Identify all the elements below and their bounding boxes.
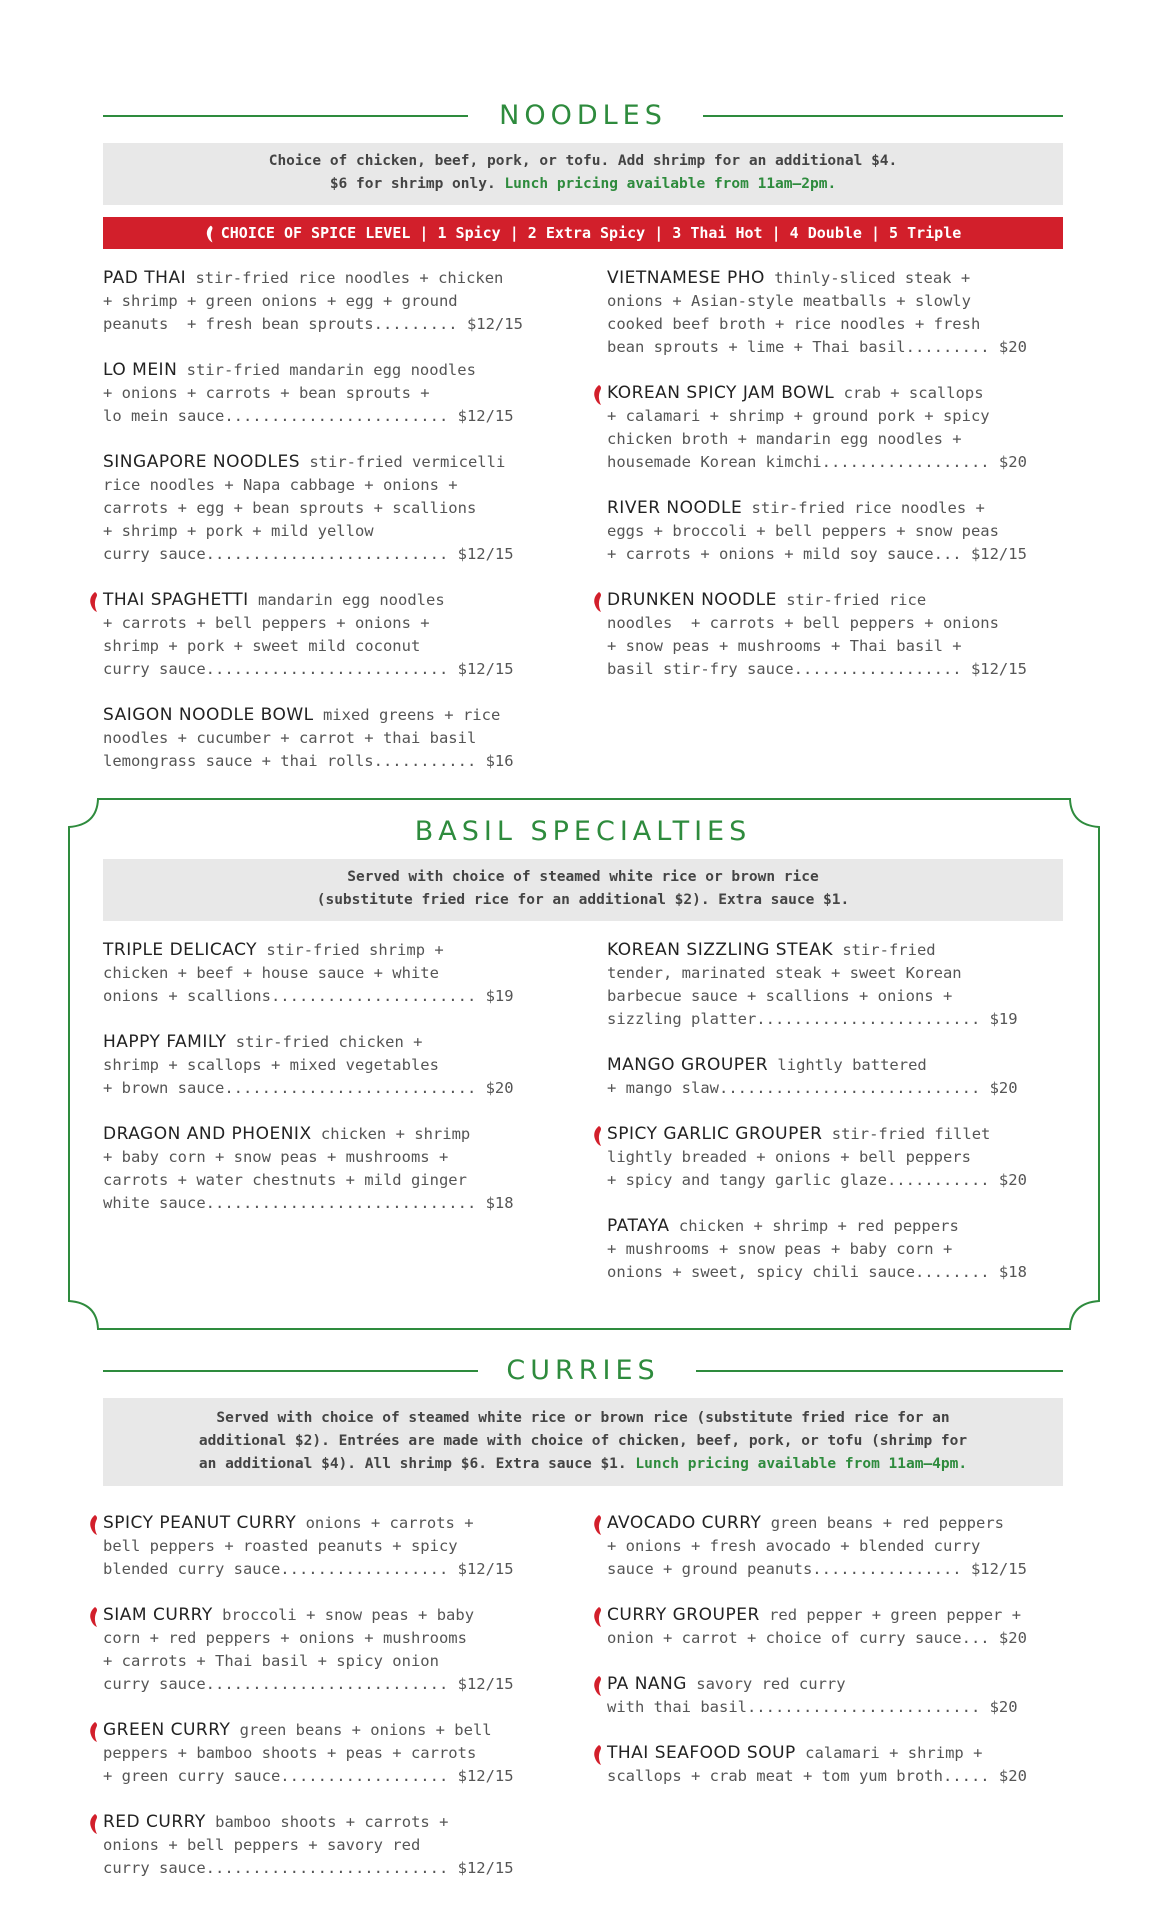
basil-note (103, 859, 1063, 921)
item-description: onions + carrots + bell peppers + roasted peanuts + spicy blended curry sauce.................. $12/15 (103, 1514, 514, 1578)
menu-item (607, 1742, 1082, 1788)
menu-item (607, 1054, 1082, 1100)
menu-item (103, 1604, 578, 1696)
item-description: stir-fried fillet lightly breaded + onions + bell peppers + spicy and tangy garlic glaze........... $20 (607, 1125, 1027, 1189)
item-name: GREEN CURRY (103, 1720, 231, 1740)
item-description: chicken + shrimp + red peppers + mushrooms + snow peas + baby corn + onions + sweet, spicy chili sauce........ $18 (607, 1217, 1027, 1281)
item-name: SINGAPORE NOODLES (103, 452, 300, 472)
item-text (103, 939, 578, 1008)
item-name: THAI SPAGHETTI (103, 590, 249, 610)
note-line (103, 1453, 1063, 1476)
item-description: green beans + red peppers + onions + fresh avocado + blended curry sauce + ground peanuts................ $12/15 (607, 1514, 1027, 1578)
noodles-note (103, 143, 1063, 205)
item-name: PATAYA (607, 1216, 670, 1236)
chili-pepper-icon (592, 1744, 604, 1766)
item-text (607, 589, 1082, 681)
menu-item (607, 382, 1082, 474)
section-title: NOODLES (499, 100, 667, 131)
item-description: crab + scallops + calamari + shrimp + ground pork + spicy chicken broth + mandarin egg noodles + housemade Korean kimchi.................. $20 (607, 384, 1027, 471)
item-text (607, 382, 1082, 474)
item-text (103, 451, 578, 566)
menu-item (607, 1512, 1082, 1581)
item-text (607, 1054, 1082, 1100)
menu-item (607, 1604, 1082, 1650)
item-description: stir-fried rice noodles + eggs + broccoli + bell peppers + snow peas + carrots + onions + mild soy sauce... $12/15 (607, 499, 1027, 563)
item-description: stir-fried mandarin egg noodles + onions + carrots + bean sprouts + lo mein sauce........................ $12/15 (103, 361, 514, 425)
menu-item (607, 939, 1082, 1031)
chili-pepper-icon (592, 384, 604, 406)
menu-item (103, 1123, 578, 1215)
chili-pepper-icon (592, 1514, 604, 1536)
note-line: Served with choice of steamed white rice or brown rice (347, 869, 819, 885)
item-description: stir-fried chicken + shrimp + scallops + mixed vegetables + brown sauce........................... $20 (103, 1033, 514, 1097)
note-line: (substitute fried rice for an additional $2). Extra sauce $1. (316, 892, 850, 908)
spice-level-bar (103, 217, 1063, 249)
menu-item (607, 1215, 1082, 1284)
item-text (103, 1123, 578, 1215)
item-text (607, 939, 1082, 1031)
chili-pepper-icon (88, 1514, 100, 1536)
item-description: thinly-sliced steak + onions + Asian-style meatballs + slowly cooked beef broth + rice noodles + fresh bean sprouts + lime + Thai basil......... $20 (607, 269, 1027, 356)
item-name: SAIGON NOODLE BOWL (103, 705, 314, 725)
item-description: bamboo shoots + carrots + onions + bell peppers + savory red curry sauce.......................... $12/15 (103, 1813, 514, 1877)
item-description: mixed greens + rice noodles + cucumber + carrot + thai basil lemongrass sauce + thai rolls........... $16 (103, 706, 514, 770)
item-text (103, 1604, 578, 1696)
item-description: red pepper + green pepper + onion + carrot + choice of curry sauce... $20 (607, 1606, 1027, 1647)
lunch-pricing-note: Lunch pricing available from 11am–2pm. (504, 176, 837, 192)
noodles-heading (103, 96, 1063, 136)
item-name: KOREAN SIZZLING STEAK (607, 940, 833, 960)
item-text (103, 589, 578, 681)
item-description: mandarin egg noodles + carrots + bell peppers + onions + shrimp + pork + sweet mild coconut curry sauce.......................... $12/15 (103, 591, 514, 678)
item-description: stir-fried rice noodles + chicken + shrimp + green onions + egg + ground peanuts + fresh bean sprouts......... $12/15 (103, 269, 523, 333)
chili-pepper-icon (592, 591, 604, 613)
item-text (607, 1742, 1082, 1788)
item-name: LO MEIN (103, 360, 178, 380)
menu-item (103, 939, 578, 1008)
item-description: stir-fried vermicelli rice noodles + Napa cabbage + onions + carrots + egg + bean sprouts + scallions + shrimp + pork + mild yellow curry sauce.......................... $12/15 (103, 453, 514, 563)
item-text (607, 1673, 1082, 1719)
item-name: DRUNKEN NOODLE (607, 590, 777, 610)
menu-item (607, 589, 1082, 681)
note-line: Choice of chicken, beef, pork, or tofu. Add shrimp for an additional $4. (268, 153, 898, 169)
item-name: VIETNAMESE PHO (607, 268, 765, 288)
item-name: TRIPLE DELICACY (103, 940, 258, 960)
menu-item (607, 1123, 1082, 1192)
curries-note (103, 1398, 1063, 1486)
item-description: savory red curry with thai basil......................... $20 (607, 1675, 1018, 1716)
item-name: PAD THAI (103, 268, 187, 288)
spice-level-text: CHOICE OF SPICE LEVEL | 1 Spicy | 2 Extra Spicy | 3 Thai Hot | 4 Double | 5 Triple (220, 224, 962, 242)
chili-pepper-icon (592, 1125, 604, 1147)
menu-item (607, 267, 1082, 359)
chili-pepper-icon (592, 1606, 604, 1628)
chili-pepper-icon (205, 224, 215, 244)
item-text (103, 1719, 578, 1788)
item-name: CURRY GROUPER (607, 1605, 760, 1625)
item-description: calamari + shrimp + scallops + crab meat + tom yum broth..... $20 (607, 1744, 1027, 1785)
item-description: broccoli + snow peas + baby corn + red peppers + onions + mushrooms + carrots + Thai basil + spicy onion curry sauce.......................... $12/15 (103, 1606, 514, 1693)
item-description: green beans + onions + bell peppers + bamboo shoots + peas + carrots + green curry sauce.................. $12/15 (103, 1721, 514, 1785)
item-description: stir-fried tender, marinated steak + sweet Korean barbecue sauce + scallions + onions + sizzling platter........................ $19 (607, 941, 1018, 1028)
item-text (607, 267, 1082, 359)
note-line: additional $2). Entrées are made with choice of chicken, beef, pork, or tofu (shrimp for (198, 1433, 968, 1449)
item-name: HAPPY FAMILY (103, 1032, 227, 1052)
item-name: KOREAN SPICY JAM BOWL (607, 383, 835, 403)
chili-pepper-icon (88, 1813, 100, 1835)
menu-item (103, 1719, 578, 1788)
note-text: $6 for shrimp only. (329, 176, 496, 192)
basil-heading (103, 812, 1063, 852)
curries-heading (103, 1351, 1063, 1391)
item-description: stir-fried shrimp + chicken + beef + house sauce + white onions + scallions...................... $19 (103, 941, 514, 1005)
item-text (103, 1512, 578, 1581)
chili-pepper-icon (88, 1721, 100, 1743)
item-name: PA NANG (607, 1674, 687, 1694)
item-name: THAI SEAFOOD SOUP (607, 1743, 796, 1763)
item-text (103, 1031, 578, 1100)
item-text (103, 704, 578, 773)
note-text: an additional $4). All shrimp $6. Extra sauce $1. (198, 1456, 627, 1472)
item-text (607, 1512, 1082, 1581)
note-line (103, 173, 1063, 196)
note-line: Served with choice of steamed white rice or brown rice (substitute fried rice for an (216, 1410, 950, 1426)
item-text (607, 497, 1082, 566)
menu-item (103, 589, 578, 681)
chili-pepper-icon (88, 1606, 100, 1628)
item-name: SPICY PEANUT CURRY (103, 1513, 297, 1533)
menu-item (103, 267, 578, 336)
item-text (607, 1215, 1082, 1284)
item-name: DRAGON AND PHOENIX (103, 1124, 312, 1144)
item-text (607, 1123, 1082, 1192)
section-title: BASIL SPECIALTIES (414, 816, 752, 847)
lunch-pricing-note: Lunch pricing available from 11am–4pm. (635, 1456, 968, 1472)
menu-item (103, 1512, 578, 1581)
item-name: AVOCADO CURRY (607, 1513, 762, 1533)
section-title: CURRIES (506, 1355, 660, 1386)
menu-item (103, 1811, 578, 1880)
menu-item (607, 497, 1082, 566)
item-description: lightly battered + mango slaw............................ $20 (607, 1056, 1018, 1097)
menu-item (103, 1031, 578, 1100)
item-description: chicken + shrimp + baby corn + snow peas + mushrooms + carrots + water chestnuts + mild ginger white sauce............................. $18 (103, 1125, 514, 1212)
item-description: stir-fried rice noodles + carrots + bell peppers + onions + snow peas + mushrooms + Thai basil + basil stir-fry sauce.................. $12/15 (607, 591, 1027, 678)
item-name: RED CURRY (103, 1812, 206, 1832)
menu-item (103, 451, 578, 566)
item-text (103, 359, 578, 428)
item-name: SPICY GARLIC GROUPER (607, 1124, 823, 1144)
item-name: MANGO GROUPER (607, 1055, 769, 1075)
chili-pepper-icon (88, 591, 100, 613)
chili-pepper-icon (592, 1675, 604, 1697)
item-text (103, 1811, 578, 1880)
menu-item (607, 1673, 1082, 1719)
item-text (103, 267, 578, 336)
item-name: SIAM CURRY (103, 1605, 213, 1625)
menu-item (103, 704, 578, 773)
item-text (607, 1604, 1082, 1650)
menu-item (103, 359, 578, 428)
item-name: RIVER NOODLE (607, 498, 743, 518)
